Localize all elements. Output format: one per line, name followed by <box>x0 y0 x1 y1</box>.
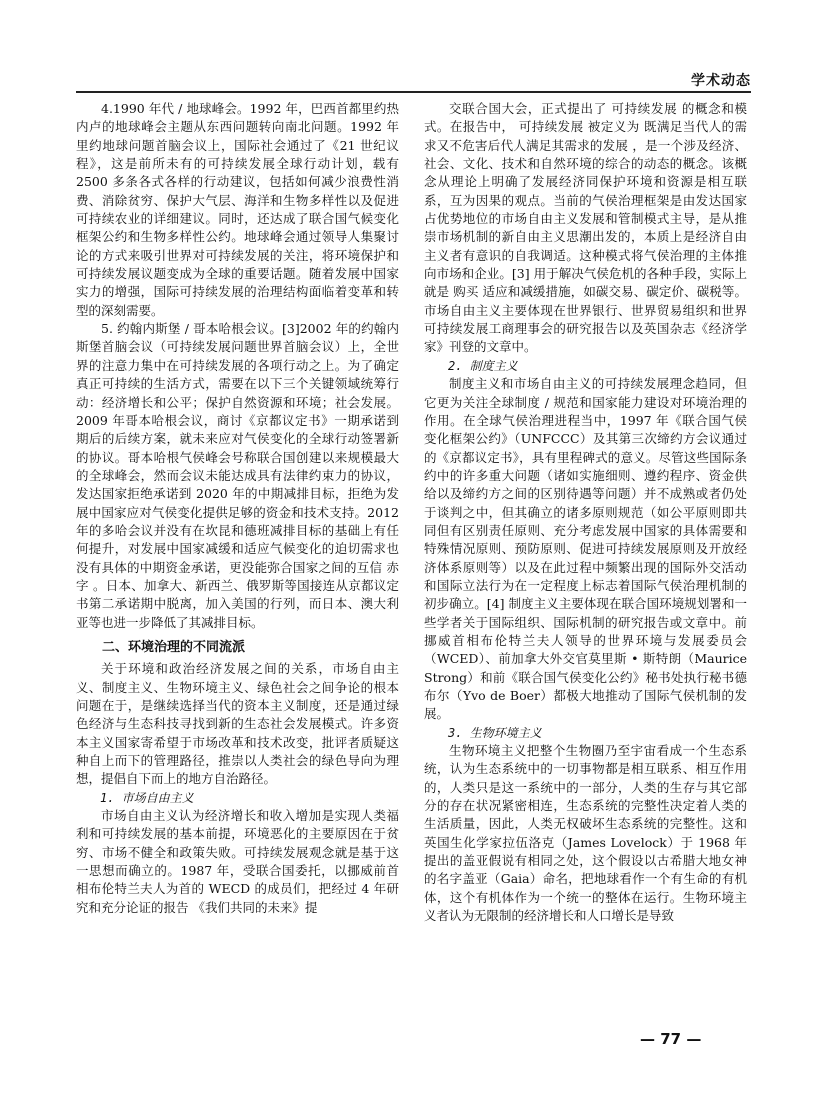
subsection-heading: 3. 生物环境主义 <box>448 725 542 740</box>
paragraph: 5. 约翰内斯堡 / 哥本哈根会议。[3]2002 年的约翰内斯堡首脑会议（可持续发展问题世界首脑会议）上，全世界的注意力集中在可持续发展的各项行动之上。为了确定真正可持续的生活方式，需要在以下三个关键领域统筹行动：经济增长和公平；保护自然资源和环境；社会发展。2009 年哥本哈根会议，商讨《京都议定书》一期承诺到期后的后续方案，就未来应对气侯变化的全球行动签署新的协议。哥本哈根气侯峰会号称联合国创建以来规模最大的全球峰会，然而会议未能达成具有法律约束力的协议，发达国家拒绝承诺到 2020 年的中期减排目标，拒绝为发展中国家应对气侯变化提供足够的资金和技术支持。2012 年的多哈会议并没有在坎昆和德班减排目标的基础上有任何提升，对发展中国家减缓和适应气候变化的迫切需求也没有具体的中期资金承诺，更没能弥合国家之间的互信 赤字 。日本、加拿大、新西兰、俄罗斯等国接连从京都议定书第二承诺期中脱离，加入美国的行列，而日本、澳大利亚等也进一步降低了其减排目标。 <box>76 321 399 630</box>
subsection-heading: 2. 制度主义 <box>448 358 518 373</box>
section-title: 学术动态 <box>691 73 751 89</box>
right-column <box>424 100 747 925</box>
paragraph: 4.1990 年代 / 地球峰会。1992 年，巴西首都里约热内卢的地球峰会主题从东西问题转向南北问题。1992 年里约地球问题首脑会议上，国际社会通过了《21 世纪议程》，这是前所未有的可持续发展全球行动计划，载有 2500 多条各式各样的行动建议，包括如何减少浪费性消费、消除贫穷、保护大气层、海洋和生物多样性以及促进可持续农业的详细建议。同时，还达成了联合国气候变化框架公约和生物多样性公约。地球峰会通过领导人集聚讨论的方式来吸引世界对可持续发展的关注，将环境保护和可持续发展议题变成为全球的重要话题。随着发展中国家实力的增强，国际可持续发展的治理结构面临着变革和转型的深刻需要。 <box>76 101 399 318</box>
subsection-heading: 1. 市场自由主义 <box>100 790 194 805</box>
section-heading: 二、环境治理的不同流派 <box>102 639 246 655</box>
paragraph: 市场自由主义认为经济增长和收入增加是实现人类福利和可持续发展的基本前提，环境恶化的主要原因在于贫穷、市场不健全和政策失败。可持续发展观念就是基于这一思想而确立的。1987 年，受联合国委托，以挪威前首相布伦特兰夫人为首的 WECD 的成员们，把经过 4 年研究和充分论证的报告 《我们共同的未来》提 <box>76 808 399 915</box>
running-header <box>76 70 751 92</box>
paragraph: 制度主义和市场自由主义的可持续发展理念趋同，但它更为关注全球制度 / 规范和国家能力建设对环境治理的作用。在全球气侯治理进程当中，1997 年《联合国气侯变化框架公约》（UNFCCC）及其第三次缔约方会议通过的《京都议定书》，具有里程碑式的意义。尽管这些国际条约中的许多重大问题（诸如实施细则、遵约程序、资金供给以及缔约方之间的区别待遇等问题）并不成熟或者仍处于谈判之中，但其确立的诸多原则规范（如公平原则即共同但有区别责任原则、充分考虑发展中国家的具体需要和特殊情况原则、预防原则、促进可持续发展原则及开放经济体系原则等）以及在此过程中频繁出现的国际外交活动和国际立法行为在一定程度上标志着国际气侯治理机制的初步确立。[4] 制度主义主要体现在联合国环境规划署和一些学者关于国际组织、国际机制的研究报告或文章中。前挪威首相布伦特兰夫人领导的世界环境与发展委员会（WCED）、前加拿大外交官莫里斯 • 斯特朗（Maurice Strong）和前《联合国气侯变化公约》秘书处执行秘书德布尔（Yvo de Boer）都极大地推动了国际气侯机制的发展。 <box>424 376 747 722</box>
paragraph: 交联合国大会，正式提出了 可持续发展 的概念和模式。在报告中， 可持续发展 被定义为 既满足当代人的需求又不危害后代人满足其需求的发展 ，是一个涉及经济、社会、文化、技术和自然环境的综合的动态的概念。该概念从理论上明确了发展经济同保护环境和资源是相互联系，互为因果的观点。当前的气侯治理框架是由发达国家占优势地位的市场自由主义发展和管制模式主导，是从推崇市场机制的新自由主义思潮出发的，本质上是经济自由主义者有意识的自我调适。这种模式将气侯治理的主体推向市场和企业。[3] 用于解决气侯危机的各种手段，实际上就是 购买 适应和减缓措施，如碳交易、碳定价、碳税等。市场自由主义主要体现在世界银行、世界贸易组织和世界可持续发展工商理事会的研究报告以及英国杂志《经济学家》刊登的文章中。 <box>424 101 747 355</box>
header-rule <box>76 91 751 93</box>
paragraph: 生物环境主义把整个生物圈乃至宇宙看成一个生态系统，认为生态系统中的一切事物都是相互联系、相互作用的，人类只是这一系统中的一部分，人类的生存与其它部分的存在状况紧密相连，生态系统的完整性决定着人类的生活质量，因此，人类无权破坏生态系统的完整性。这和英国生化学家拉伍洛克（James Lovelock）于 1968 年提出的盖亚假说有相同之处，这个假设以古希腊大地女神的名字盖亚（Gaia）命名，把地球看作一个有生命的有机体，这个有机体作为一个统一的整体在运行。生物环境主义者认为无限制的经济增长和人口增长是导致 <box>424 743 747 924</box>
left-column <box>76 100 399 917</box>
paragraph: 关于环境和政治经济发展之间的关系，市场自由主义、制度主义、生物环境主义、绿色社会之间争论的根本问题在于，是继续选择当代的资本主义制度，还是通过绿色经济与生态科技寻找到新的生态社会发展模式。许多资本主义国家寄希望于市场改革和技术改变，批评者质疑这种自上而下的管理路径，推崇以人类社会的绿色导向为理想，提倡自下而上的地方自治路径。 <box>76 661 399 787</box>
page-number: — 77 — <box>640 1030 702 1048</box>
